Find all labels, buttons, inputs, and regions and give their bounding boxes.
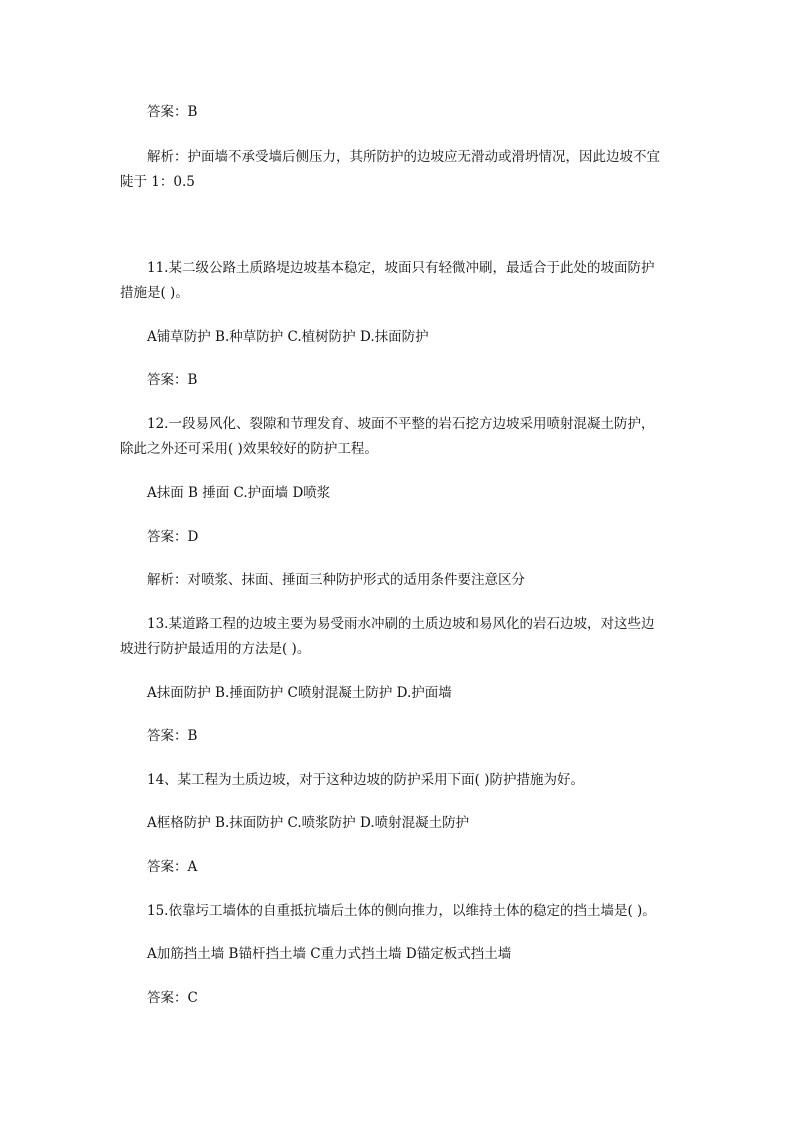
answer-13: 答案：B xyxy=(147,728,198,744)
question-11-line1: 11.某二级公路土质路堤边坡基本稳定，坡面只有轻微冲刷，最适合于此处的坡面防护 xyxy=(147,260,655,276)
question-11-line2: 措施是( )。 xyxy=(120,285,189,301)
analysis-12: 解析：对喷浆、抹面、捶面三种防护形式的适用条件要注意区分 xyxy=(147,572,525,588)
question-12-line1: 12.一段易风化、裂隙和节理发育、坡面不平整的岩石挖方边坡采用喷射混凝土防护， xyxy=(147,416,655,432)
question-13-line2: 坡进行防护最适用的方法是( )。 xyxy=(120,641,311,657)
question-14-options: A框格防护 B.抹面防护 C.喷浆防护 D.喷射混凝土防护 xyxy=(147,815,470,831)
answer-14: 答案：A xyxy=(147,859,198,875)
analysis-10-line2: 陡于 1：0.5 xyxy=(120,174,195,190)
question-14-line1: 14、某工程为土质边坡，对于这种边坡的防护采用下面( )防护措施为好。 xyxy=(147,772,585,788)
answer-11: 答案：B xyxy=(147,372,198,388)
analysis-10-line1: 解析：护面墙不承受墙后侧压力，其所防护的边坡应无滑动或滑坍情况，因此边坡不宜 xyxy=(147,149,660,165)
answer-12: 答案：D xyxy=(147,529,199,545)
question-12-line2: 除此之外还可采用( )效果较好的防护工程。 xyxy=(120,441,378,457)
answer-10: 答案：B xyxy=(147,104,198,120)
question-15-line1: 15.依靠圬工墙体的自重抵抗墙后土体的侧向推力，以维持土体的稳定的挡土墙是( )。 xyxy=(147,903,656,919)
question-12-options: A抹面 B 捶面 C.护面墙 D喷浆 xyxy=(147,485,331,501)
answer-15: 答案：C xyxy=(147,990,198,1006)
question-15-options: A加筋挡土墙 B锚杆挡土墙 C重力式挡土墙 D锚定板式挡土墙 xyxy=(147,946,512,962)
question-13-options: A抹面防护 B.捶面防护 C喷射混凝土防护 D.护面墙 xyxy=(147,685,452,701)
question-11-options: A铺草防护 B.种草防护 C.植树防护 D.抹面防护 xyxy=(147,329,429,345)
question-13-line1: 13.某道路工程的边坡主要为易受雨水冲刷的土质边坡和易风化的岩石边坡，对这些边 xyxy=(147,616,655,632)
